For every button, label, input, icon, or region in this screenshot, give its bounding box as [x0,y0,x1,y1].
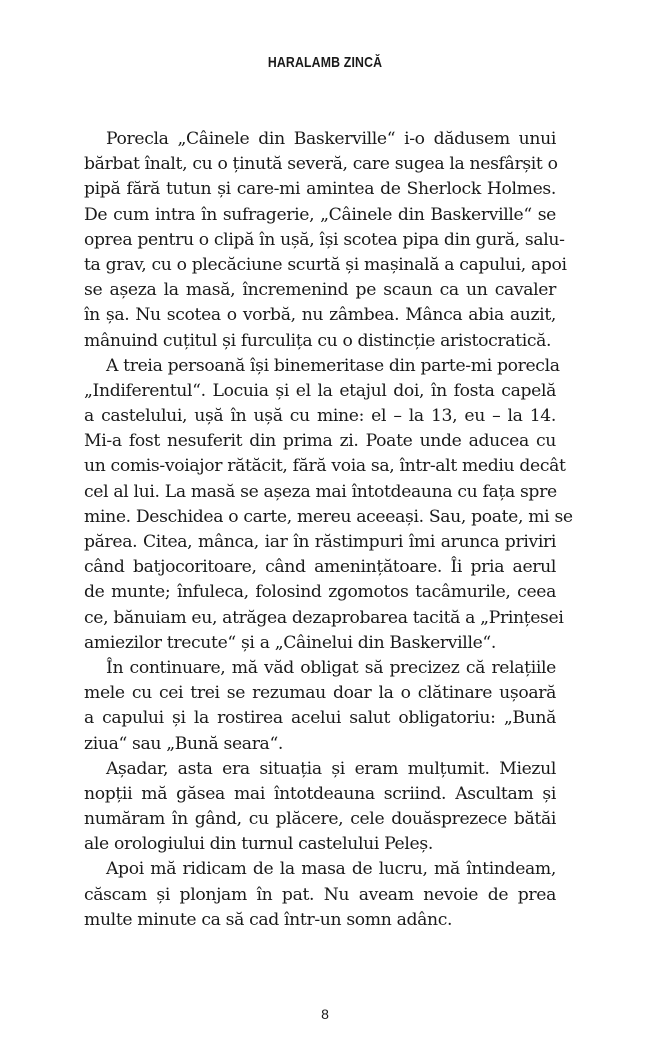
text-line: Porecla „Câinele din Baskerville“ i-o dădusem unui [106,129,556,149]
text-line: când batjocoritoare, când amenințătoare. Îi pria aerul [84,557,556,578]
paragraph [84,656,556,757]
text-line: mele cu cei trei se rezumau doar la o clătinare ușoară [84,683,556,704]
text-line: nopții mă găsea mai întotdeauna scriind. Ascultam și [84,783,556,804]
text-line: de munte; înfuleca, folosind zgomotos tacâmurile, ceea [84,582,556,603]
text-line: număram în gând, cu plăcere, cele douăsprezece bătăi [84,809,556,830]
text-line: amiezilor trecute“ și a „Câinelui din Baskerville“. [84,632,496,653]
text-line: părea. Citea, mânca, iar în răstimpuri îmi arunca priviri [84,532,556,552]
page-number: 8 [321,1006,329,1022]
text-line: a capului și la rostirea acelui salut obligatoriu: „Bună [84,708,556,729]
paragraph [84,757,556,858]
paragraph [84,857,556,933]
paragraph [84,127,567,354]
text-line: ale orologiului din turnul castelului Peleș. [84,834,433,855]
text-line: pipă fără tutun și care-mi amintea de Sherlock Holmes. [84,179,556,200]
text-line: căscam și plonjam în pat. Nu aveam nevoie de prea [84,884,556,905]
text-line: în șa. Nu scotea o vorbă, nu zâmbea. Mânca abia auzit, [84,305,556,326]
text-line: De cum intra în sufragerie, „Câinele din Baskerville“ se [84,204,556,225]
text-line: Așadar, asta era situația și eram mulțumit. Miezul [106,758,556,779]
running-head: HARALAMB ZINCĂ [267,54,383,71]
body-text [84,127,573,933]
text-line: multe minute ca să cad într-un somn adânc. [84,909,453,930]
text-line: mine. Deschidea o carte, mereu aceeași. Sau, poate, mi se [84,506,573,527]
text-line: În continuare, mă văd obligat să precizez că relațiile [106,657,556,678]
text-line: Apoi mă ridicam de la masa de lucru, mă întindeam, [106,859,556,880]
text-line: Mi-a fost nesuferit din prima zi. Poate unde aducea cu [84,431,556,452]
text-line: a castelului, ușă în ușă cu mine: el – la 13, eu – la 14. [84,406,556,427]
text-line: ce, bănuiam eu, atrăgea dezaprobarea tacită a „Prințesei [84,607,564,628]
text-line: se așeza la masă, încremenind pe scaun ca un cavaler [84,280,556,301]
text-line: oprea pentru o clipă în ușă, își scotea pipa din gură, salu- [84,229,565,250]
text-line: un comis-voiajor rătăcit, fără voia sa, într-alt mediu decât [84,456,566,477]
text-line: „Indiferentul“. Locuia și el la etajul doi, în fosta capelă [84,380,556,401]
text-line: bărbat înalt, cu o ținută severă, care sugea la nesfârșit o [84,154,558,175]
text-line: mânuind cuțitul și furculița cu o distincție aristocratică. [84,330,552,351]
paragraph [84,354,573,656]
text-line: cel al lui. La masă se așeza mai întotdeauna cu fața spre [84,481,557,502]
text-line: ziua“ sau „Bună seara“. [84,733,284,754]
text-line: A treia persoană își binemeritase din parte-mi porecla [106,355,560,376]
text-line: ta grav, cu o plecăciune scurtă și mașinală a capului, apoi [84,254,567,275]
